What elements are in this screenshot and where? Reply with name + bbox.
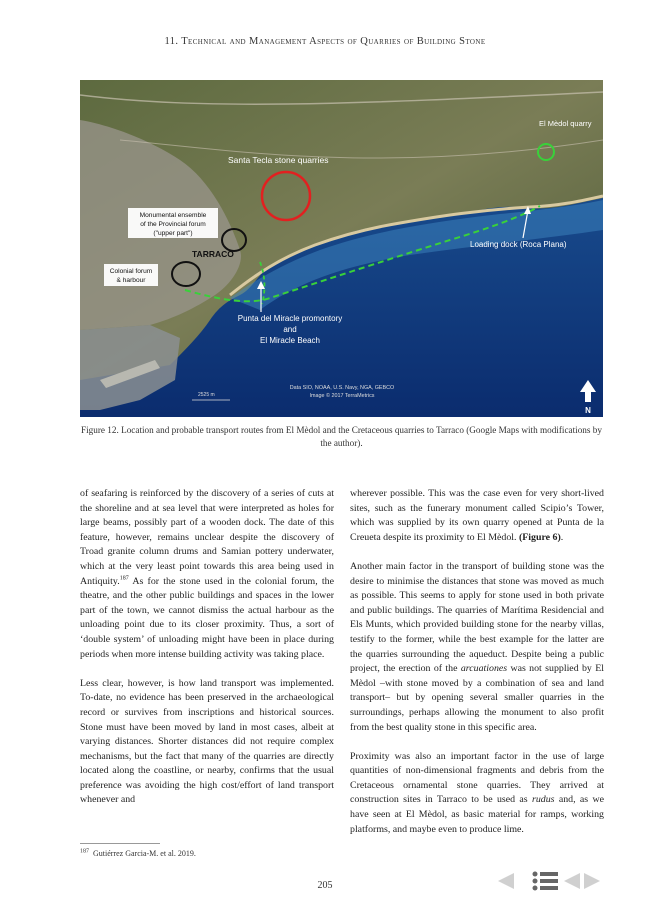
paragraph: Proximity was also an important factor in the use of large quantities of non-dimensional fragments and debris from the Cretaceous ornamental stone quarries. They arrived at construction sites in Tarraco to be used as rudus and, as we have seen at El Mèdol, as basic material for ramps, working platforms, and maybe even to produce lime. xyxy=(350,750,604,835)
label-north: N xyxy=(585,406,591,415)
menu-list-icon[interactable] xyxy=(531,870,559,892)
label-scale: 2525 m xyxy=(198,392,215,398)
label-credits-1: Data SIO, NOAA, U.S. Navy, NGA, GEBCO xyxy=(289,385,395,391)
footnote-number: 187 xyxy=(80,848,89,855)
paragraph: wherever possible. This was the case even for very short-lived sites, such as the funerary monument called Scipio’s Tower, which was supplied by its own quarry opened at Punta de la Creueta despite its proximity to El Mèdol. (Figure 6). xyxy=(350,488,604,543)
label-el-medol: El Mèdol quarry xyxy=(539,119,592,128)
next-arrow-icon[interactable] xyxy=(582,872,602,890)
running-head: 11. Technical and Management Aspects of Quarries of Building Stone xyxy=(164,36,486,47)
right-column xyxy=(350,487,604,852)
footnote-divider xyxy=(80,843,160,844)
label-monumental-1: Monumental ensemble xyxy=(139,212,207,219)
left-column xyxy=(80,487,334,823)
back-arrow-icon[interactable] xyxy=(496,872,516,890)
label-santa-tecla: Santa Tecla stone quarries xyxy=(228,155,329,165)
paragraph: of seafaring is reinforced by the discovery of a series of cuts at the shoreline and at sea level that were interpreted as holes for large beams, possibly part of a wooden dock. The date of this feature, however, remains unclear despite the discovery of Troad granite column drums and Samian pottery underwater, which at the very least point towards this area being used in Antiquity.$^{187}$ As for the stone used in the colonial forum, the theatre, and the other public buildings and spaces in the lower part of the town, we cannot dismiss the actual harbour as the unloading point due to its closer proximity. Thus, a sort of ‘double system’ of unloading might have been in place during periods when more intense building activity was taking place. xyxy=(80,488,334,660)
label-tarraco: TARRACO xyxy=(192,249,234,259)
figure-caption: Figure 12. Location and probable transport routes from El Mèdol and the Cretaceous quarries to Tarraco (Google Maps with modifications by the author). xyxy=(81,425,602,448)
label-colonial-2: & harbour xyxy=(116,277,146,284)
label-colonial-1: Colonial forum xyxy=(109,268,153,275)
label-punta-1: Punta del Miracle promontory xyxy=(237,314,343,323)
prev-arrow-icon[interactable] xyxy=(562,872,582,890)
footnote-ref[interactable]: 187 xyxy=(119,575,129,582)
label-punta-3: El Miracle Beach xyxy=(259,336,321,345)
label-loading-dock: Loading dock (Roca Plana) xyxy=(470,240,567,249)
label-monumental-2: of the Provincial forum xyxy=(140,221,206,228)
figure-map xyxy=(80,80,603,417)
label-monumental-3: ("upper part") xyxy=(153,230,193,237)
label-credits-2: Image © 2017 TerraMetrics xyxy=(309,393,375,399)
paragraph: Another main factor in the transport of building stone was the desire to minimise the distances that stone was moved as much as possible. This seems to apply for stone used in both private and public buildings. The quarries of Marítima Residencial and Els Munts, which provided building stone for the nearby villas, testify to the former, while the best example for the latter are the quarries surrounding the aqueduct. Despite being a public project, the erection of the arcuationes was not supplied by El Mèdol –with stone moved by a combination of sea and land transport– but by opening several smaller quarries in the surroundings, perhaps allowing the monument to also profit from the best quality stone in this specific area. xyxy=(350,560,604,733)
figure-reference-link[interactable]: (Figure 6) xyxy=(518,531,561,543)
footnote-text: Gutiérrez Garcia-M. et al. 2019. xyxy=(93,849,196,858)
satellite-map-image xyxy=(80,80,603,417)
page-number: 205 xyxy=(317,880,333,891)
footnote xyxy=(80,849,196,858)
label-punta-2: and xyxy=(283,325,297,334)
paragraph: Less clear, however, is how land transport was implemented. To-date, no evidence has been preserved in the archaeological record or survives from inscriptions and historical sources. Stone must have been moved by land in most cases, albeit at varying distances. Shorter distances did not require complex mechanisms, but the fact that many of the quarries are directly located along the coastline, or nearby, confirms that the usual preference was avoiding the high cost/effort of land transport whenever and xyxy=(80,677,334,806)
